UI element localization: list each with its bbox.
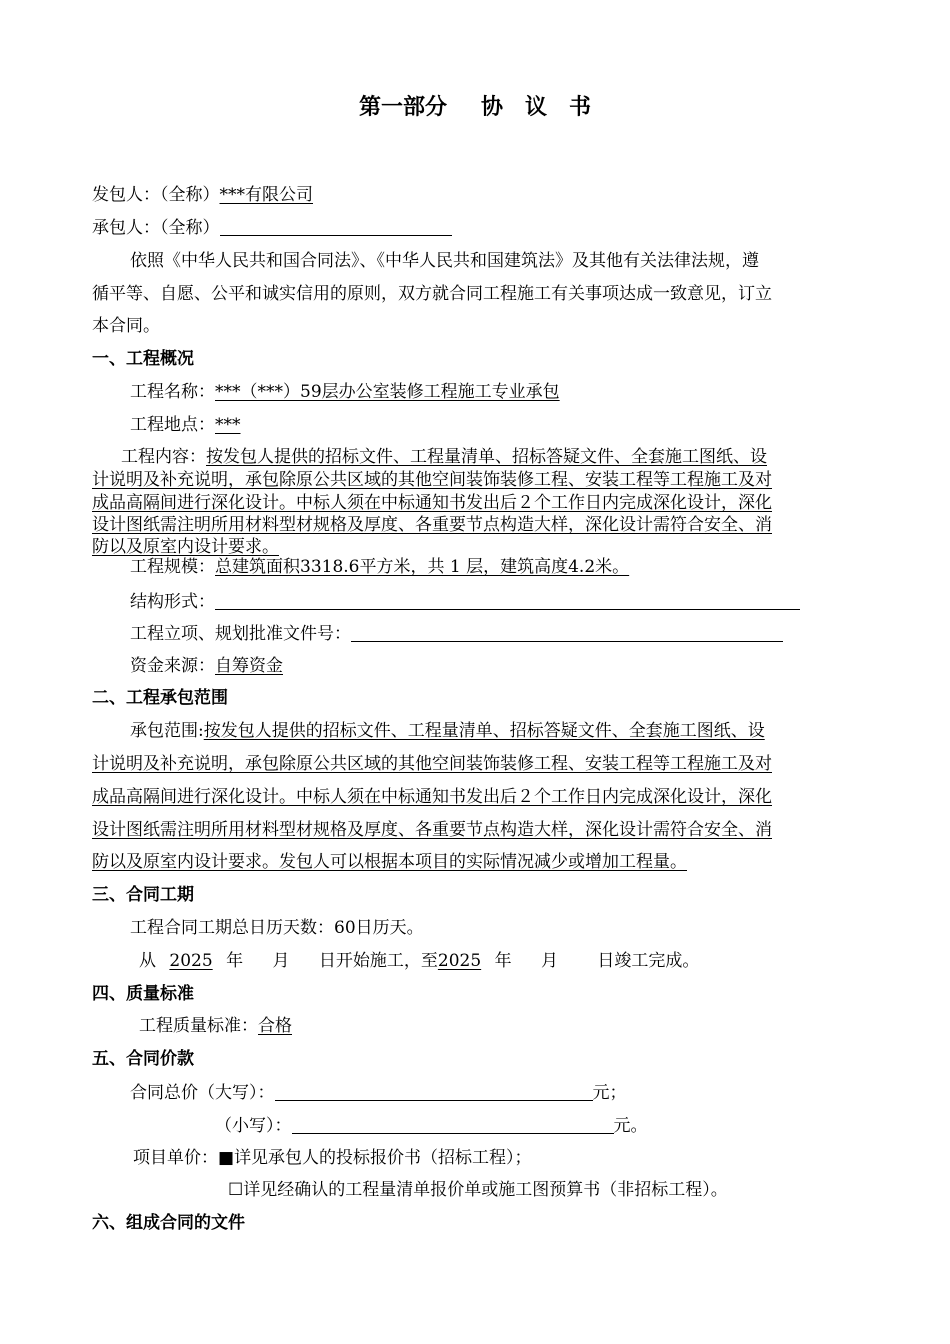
total-price-lower-row [215,1117,648,1135]
section-2-heading: 二、工程承包范围 [92,688,228,708]
duration-text: 工程合同工期总日历天数：60日历天。 [130,918,424,938]
section-3-heading: 三、合同工期 [92,885,194,905]
employer-label: 发包人：（全称） [92,185,220,205]
title-char-1: 协 [480,94,503,120]
schedule-from: 从 [139,951,156,971]
project-content-row [121,449,767,466]
yuan-unit-1: 元； [592,1083,627,1103]
title-part: 第一部分 [358,94,447,120]
scope-label: 承包范围: [130,721,204,741]
total-price-upper-row [130,1084,627,1102]
unit-price-row [133,1150,532,1167]
project-name-value: ***（***）59层办公室装修工程施工专业承包 [215,382,560,402]
section-4-heading: 四、质量标准 [92,984,194,1004]
schedule-row [139,953,699,970]
funding-label: 资金来源： [130,656,215,676]
project-location-value: *** [215,415,241,435]
project-scale-row [130,559,629,576]
project-content-label: 工程内容： [121,447,206,467]
start-month-unit: 月 [272,951,290,971]
contractor-label: 承包人：（全称） [92,218,220,238]
project-content-line-1: 按发包人提供的招标文件、工程量清单、招标答疑文件、全套施工图纸、设 [206,447,767,467]
scope-row [130,723,765,740]
page-title [0,96,950,118]
employer-row [92,187,313,204]
scope-line-3: 成品高隔间进行深化设计。中标人须在中标通知书发出后２个工作日内完成深化设计，深化 [92,787,772,807]
approval-blank [351,625,783,642]
start-year: 2025 [169,951,213,971]
unit-price-option-2-row [228,1182,728,1199]
structure-label: 结构形式： [130,592,215,612]
project-location-label: 工程地点： [130,415,215,435]
structure-row [130,593,800,611]
project-content-line-2: 计说明及补充说明，承包除原公共区域的其他空间装饰装修工程、安装工程等工程施工及对 [92,470,772,490]
end-year-unit: 年 [494,951,512,971]
total-price-lower-label: （小写）： [215,1116,292,1136]
checked-box-icon[interactable]: ■ [218,1148,235,1168]
end-month-unit: 月 [540,951,558,971]
unchecked-box-icon[interactable]: ☐ [228,1180,244,1200]
preamble-line-1: 依照《中华人民共和国合同法》、《中华人民共和国建筑法》及其他有关法律法规，遵 [130,251,759,271]
section-1-heading: 一、工程概况 [92,349,194,369]
project-scale-value: 总建筑面积3318.6平方米，共 1 层，建筑高度4.2米。 [215,557,630,577]
contractor-blank [220,219,452,236]
start-year-unit: 年 [226,951,244,971]
unit-price-option-1: 详见承包人的投标报价书（招标工程）； [234,1148,532,1168]
project-content-line-5: 防以及原室内设计要求。 [92,537,279,557]
funding-value: 自筹资金 [215,656,283,676]
quality-value: 合格 [258,1016,292,1036]
project-scale-label: 工程规模： [130,557,215,577]
end-year: 2025 [437,951,482,971]
employer-value: ***有限公司 [219,185,313,205]
title-char-2: 议 [525,94,548,120]
project-content-line-4: 设计图纸需注明所用材料型材规格及厚度、各重要节点构造大样，深化设计需符合安全、消 [92,515,772,535]
structure-blank [215,593,800,610]
funding-row [130,658,283,675]
scope-line-2: 计说明及补充说明，承包除原公共区域的其他空间装饰装修工程、安装工程等工程施工及对 [92,754,772,774]
preamble-line-2: 循平等、自愿、公平和诚实信用的原则，双方就合同工程施工有关事项达成一致意见，订立 [92,284,772,304]
title-char-3: 书 [569,94,592,120]
quality-label: 工程质量标准： [139,1016,258,1036]
preamble-line-3: 本合同。 [92,316,160,336]
total-price-lower-blank [292,1117,614,1134]
project-name-row [130,384,560,401]
total-price-upper-blank [275,1084,593,1101]
end-text: 日竣工完成。 [597,951,700,971]
quality-row [139,1018,292,1035]
scope-line-4: 设计图纸需注明所用材料型材规格及厚度、各重要节点构造大样，深化设计需符合安全、消 [92,820,772,840]
section-5-heading: 五、合同价款 [92,1049,194,1069]
project-content-line-3: 成品高隔间进行深化设计。中标人须在中标通知书发出后２个工作日内完成深化设计，深化 [92,493,772,513]
unit-price-label: 项目单价： [133,1148,218,1168]
contractor-row [92,219,452,237]
scope-line-5: 防以及原室内设计要求。发包人可以根据本项目的实际情况减少或增加工程量。 [92,852,687,872]
start-text: 日开始施工，至 [318,951,438,971]
project-location-row [130,417,241,434]
approval-row [130,625,783,643]
approval-label: 工程立项、规划批准文件号： [130,624,351,644]
total-price-upper-label: 合同总价（大写）： [130,1083,275,1103]
scope-line-1: 按发包人提供的招标文件、工程量清单、招标答疑文件、全套施工图纸、设 [203,721,765,741]
project-name-label: 工程名称： [130,382,215,402]
unit-price-option-2: 详见经确认的工程量清单报价单或施工图预算书（非招标工程）。 [243,1180,728,1200]
yuan-unit-2: 元。 [613,1116,648,1136]
section-6-heading: 六、组成合同的文件 [92,1213,245,1233]
